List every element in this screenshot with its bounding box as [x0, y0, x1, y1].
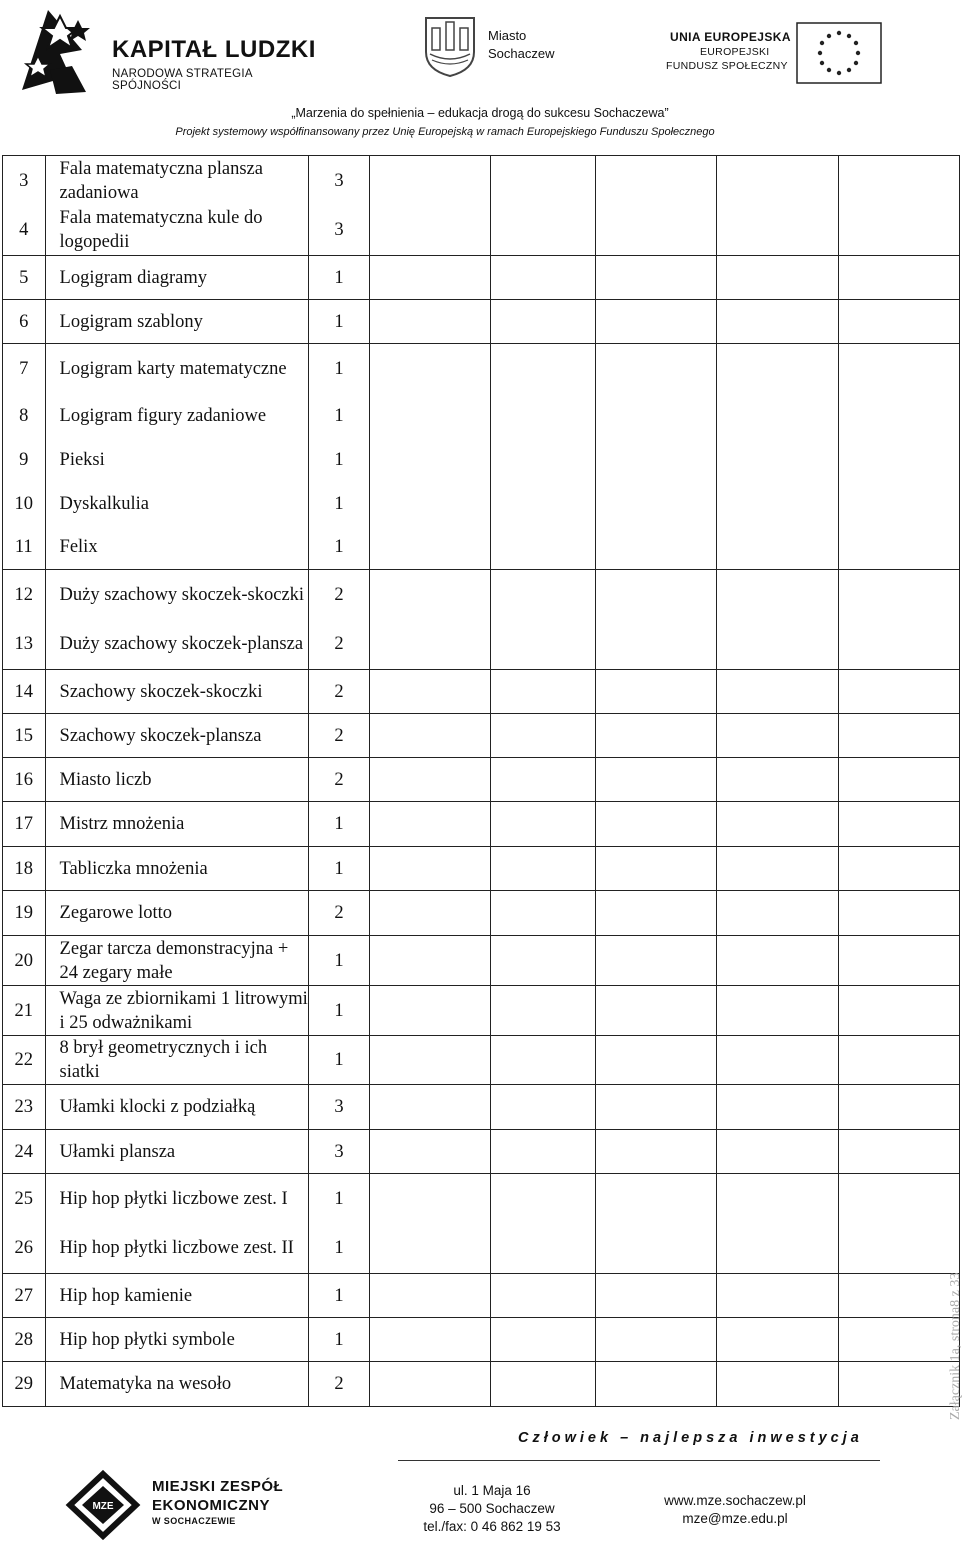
item-name: Felix — [45, 526, 309, 570]
table-row — [3, 847, 960, 891]
row-number: 19 — [3, 891, 46, 936]
item-quantity: 1 — [309, 526, 370, 570]
empty-cell — [369, 1174, 490, 1274]
empty-cell — [596, 300, 717, 344]
empty-cell — [491, 936, 596, 986]
empty-cell — [369, 758, 490, 802]
empty-cell — [369, 256, 490, 300]
empty-cell — [717, 1036, 838, 1085]
row-number: 5 — [3, 256, 46, 300]
row-number: 23 — [3, 1085, 46, 1130]
school-name-line2: EKONOMICZNY — [152, 1497, 270, 1514]
row-number: 17 — [3, 802, 46, 847]
empty-cell — [491, 570, 596, 670]
empty-cell — [838, 1274, 959, 1318]
empty-cell — [369, 1036, 490, 1085]
item-quantity: 1 — [309, 986, 370, 1036]
item-quantity: 1 — [309, 1036, 370, 1085]
item-quantity: 1 — [309, 394, 370, 438]
row-number: 3 — [3, 156, 46, 206]
empty-cell — [596, 156, 717, 256]
empty-cell — [717, 670, 838, 714]
table-row — [3, 758, 960, 802]
empty-cell — [838, 936, 959, 986]
item-name: Duży szachowy skoczek-skoczki — [45, 570, 309, 620]
empty-cell — [596, 936, 717, 986]
empty-cell — [491, 1036, 596, 1085]
row-number: 28 — [3, 1318, 46, 1362]
equipment-table — [2, 155, 960, 1407]
table-row — [3, 300, 960, 344]
school-email-link[interactable]: mze@mze.edu.pl — [682, 1511, 788, 1526]
item-name: Waga ze zbiornikami 1 litrowymi i 25 odważnikami — [45, 986, 309, 1036]
item-quantity: 2 — [309, 1362, 370, 1407]
row-number: 15 — [3, 714, 46, 758]
kapital-ludzki-subtitle: NARODOWA STRATEGIA SPÓJNOŚCI — [112, 68, 253, 92]
empty-cell — [369, 156, 490, 256]
empty-cell — [717, 986, 838, 1036]
school-name-line3: W SOCHACZEWIE — [152, 1516, 236, 1526]
address-city: 96 – 500 Sochaczew — [429, 1501, 555, 1516]
item-name: Matematyka na wesoło — [45, 1362, 309, 1407]
item-name: Fala matematyczna plansza zadaniowa — [45, 156, 309, 206]
city-name-line2: Sochaczew — [488, 46, 555, 61]
empty-cell — [838, 256, 959, 300]
empty-cell — [838, 714, 959, 758]
empty-cell — [596, 570, 717, 670]
school-emblem-icon — [68, 1472, 138, 1538]
empty-cell — [596, 670, 717, 714]
empty-cell — [838, 1318, 959, 1362]
empty-cell — [717, 300, 838, 344]
school-contact — [630, 1492, 840, 1528]
empty-cell — [596, 1036, 717, 1085]
row-number: 29 — [3, 1362, 46, 1407]
item-quantity: 1 — [309, 438, 370, 482]
table-row — [3, 986, 960, 1036]
eu-fund-line1: EUROPEJSKI — [700, 46, 770, 58]
table-row — [3, 1274, 960, 1318]
empty-cell — [369, 1085, 490, 1130]
item-name: 8 brył geometrycznych i ich siatki — [45, 1036, 309, 1085]
item-quantity: 3 — [309, 1085, 370, 1130]
empty-cell — [596, 758, 717, 802]
empty-cell — [491, 758, 596, 802]
empty-cell — [369, 1130, 490, 1174]
footer-divider — [398, 1460, 880, 1461]
row-number: 27 — [3, 1274, 46, 1318]
item-name: Fala matematyczna kule do logopedii — [45, 206, 309, 256]
item-quantity: 1 — [309, 1174, 370, 1224]
item-quantity: 3 — [309, 1130, 370, 1174]
empty-cell — [717, 570, 838, 670]
kapital-ludzki-star-icon — [12, 6, 102, 96]
empty-cell — [596, 802, 717, 847]
item-name: Logigram diagramy — [45, 256, 309, 300]
empty-cell — [717, 847, 838, 891]
row-number: 6 — [3, 300, 46, 344]
empty-cell — [491, 670, 596, 714]
item-quantity: 1 — [309, 1274, 370, 1318]
row-number: 11 — [3, 526, 46, 570]
kapital-ludzki-title: KAPITAŁ LUDZKI — [112, 36, 316, 63]
empty-cell — [491, 300, 596, 344]
empty-cell — [369, 1274, 490, 1318]
project-subtitle: Projekt systemowy współfinansowany przez Unię Europejską w ramach Europejskiego Funduszu Społecznego — [175, 126, 715, 138]
item-name: Dyskalkulia — [45, 482, 309, 526]
empty-cell — [369, 847, 490, 891]
empty-cell — [491, 1318, 596, 1362]
item-name: Hip hop płytki liczbowe zest. II — [45, 1224, 309, 1274]
item-quantity: 1 — [309, 802, 370, 847]
address-street: ul. 1 Maja 16 — [453, 1483, 531, 1498]
empty-cell — [838, 758, 959, 802]
empty-cell — [717, 156, 838, 256]
item-quantity: 3 — [309, 206, 370, 256]
item-name: Ułamki plansza — [45, 1130, 309, 1174]
item-name: Hip hop kamienie — [45, 1274, 309, 1318]
empty-cell — [838, 156, 959, 256]
empty-cell — [596, 1130, 717, 1174]
empty-cell — [491, 1362, 596, 1407]
table-row — [3, 891, 960, 936]
table-row — [3, 714, 960, 758]
empty-cell — [596, 1174, 717, 1274]
row-number: 25 — [3, 1174, 46, 1224]
item-quantity: 1 — [309, 482, 370, 526]
item-name: Pieksi — [45, 438, 309, 482]
item-name: Zegar tarcza demonstracyjna + 24 zegary małe — [45, 936, 309, 986]
item-name: Zegarowe lotto — [45, 891, 309, 936]
empty-cell — [369, 1318, 490, 1362]
item-name: Tabliczka mnożenia — [45, 847, 309, 891]
school-emblem-text: MZE — [92, 1501, 114, 1512]
table-row — [3, 1318, 960, 1362]
table-row — [3, 1174, 960, 1224]
item-quantity: 1 — [309, 344, 370, 394]
row-number: 18 — [3, 847, 46, 891]
table-row — [3, 1130, 960, 1174]
empty-cell — [369, 570, 490, 670]
empty-cell — [491, 986, 596, 1036]
empty-cell — [596, 1362, 717, 1407]
project-title: „Marzenia do spełnienia – edukacja drogą do sukcesu Sochaczewa” — [291, 106, 669, 120]
table-row — [3, 936, 960, 986]
item-name: Logigram szablony — [45, 300, 309, 344]
empty-cell — [369, 670, 490, 714]
school-website-link[interactable]: www.mze.sochaczew.pl — [664, 1493, 806, 1508]
empty-cell — [838, 570, 959, 670]
city-crest-icon — [422, 14, 478, 78]
item-quantity: 1 — [309, 847, 370, 891]
empty-cell — [491, 891, 596, 936]
empty-cell — [369, 344, 490, 570]
item-quantity: 2 — [309, 891, 370, 936]
table-row — [3, 344, 960, 394]
item-quantity: 3 — [309, 156, 370, 206]
row-number: 22 — [3, 1036, 46, 1085]
row-number: 21 — [3, 986, 46, 1036]
item-quantity: 2 — [309, 670, 370, 714]
empty-cell — [717, 1274, 838, 1318]
empty-cell — [596, 714, 717, 758]
eu-title: UNIA EUROPEJSKA — [670, 30, 791, 44]
empty-cell — [596, 344, 717, 570]
empty-cell — [838, 802, 959, 847]
empty-cell — [838, 344, 959, 570]
empty-cell — [717, 936, 838, 986]
item-name: Duży szachowy skoczek-plansza — [45, 620, 309, 670]
row-number: 4 — [3, 206, 46, 256]
city-name-line1: Miasto — [488, 28, 527, 43]
table-row — [3, 256, 960, 300]
empty-cell — [369, 300, 490, 344]
empty-cell — [717, 344, 838, 570]
address-phone: tel./fax: 0 46 862 19 53 — [423, 1519, 561, 1534]
empty-cell — [491, 156, 596, 256]
empty-cell — [491, 1174, 596, 1274]
empty-cell — [717, 1130, 838, 1174]
empty-cell — [369, 891, 490, 936]
item-name: Mistrz mnożenia — [45, 802, 309, 847]
empty-cell — [838, 1174, 959, 1274]
table-row — [3, 1085, 960, 1130]
row-number: 12 — [3, 570, 46, 620]
empty-cell — [717, 758, 838, 802]
empty-cell — [717, 891, 838, 936]
table-row — [3, 1036, 960, 1085]
empty-cell — [369, 714, 490, 758]
empty-cell — [717, 1085, 838, 1130]
empty-cell — [369, 1362, 490, 1407]
row-number: 20 — [3, 936, 46, 986]
empty-cell — [717, 714, 838, 758]
empty-cell — [596, 1085, 717, 1130]
item-name: Ułamki klocki z podziałką — [45, 1085, 309, 1130]
empty-cell — [838, 847, 959, 891]
table-row — [3, 570, 960, 620]
empty-cell — [838, 986, 959, 1036]
item-quantity: 1 — [309, 1224, 370, 1274]
table-row — [3, 670, 960, 714]
item-quantity: 2 — [309, 758, 370, 802]
footer-motto: Człowiek – najlepsza inwestycja — [518, 1430, 863, 1446]
table-row — [3, 802, 960, 847]
eu-flag-icon — [796, 22, 882, 84]
item-name: Szachowy skoczek-plansza — [45, 714, 309, 758]
empty-cell — [491, 802, 596, 847]
row-number: 7 — [3, 344, 46, 394]
kapital-ludzki-logo — [12, 6, 322, 96]
item-name: Logigram karty matematyczne — [45, 344, 309, 394]
empty-cell — [596, 1274, 717, 1318]
school-logo — [68, 1472, 328, 1538]
attachment-page-note: Załącznik 1a, strona8 z 33 — [948, 1272, 963, 1420]
row-number: 16 — [3, 758, 46, 802]
school-address — [392, 1482, 592, 1536]
empty-cell — [491, 1274, 596, 1318]
item-name: Hip hop płytki liczbowe zest. I — [45, 1174, 309, 1224]
empty-cell — [838, 1130, 959, 1174]
empty-cell — [596, 1318, 717, 1362]
item-quantity: 1 — [309, 936, 370, 986]
item-quantity: 1 — [309, 256, 370, 300]
empty-cell — [596, 891, 717, 936]
empty-cell — [491, 256, 596, 300]
item-name: Hip hop płytki symbole — [45, 1318, 309, 1362]
empty-cell — [369, 802, 490, 847]
school-name-line1: MIEJSKI ZESPÓŁ — [152, 1478, 284, 1495]
eu-logo — [660, 18, 890, 88]
empty-cell — [717, 1362, 838, 1407]
empty-cell — [717, 256, 838, 300]
empty-cell — [491, 1130, 596, 1174]
empty-cell — [838, 300, 959, 344]
empty-cell — [596, 986, 717, 1036]
item-name: Szachowy skoczek-skoczki — [45, 670, 309, 714]
item-quantity: 2 — [309, 714, 370, 758]
empty-cell — [491, 847, 596, 891]
empty-cell — [369, 936, 490, 986]
empty-cell — [838, 891, 959, 936]
table-row — [3, 156, 960, 206]
row-number: 13 — [3, 620, 46, 670]
row-number: 8 — [3, 394, 46, 438]
table-row — [3, 1362, 960, 1407]
empty-cell — [491, 344, 596, 570]
eu-fund-line2: FUNDUSZ SPOŁECZNY — [666, 60, 788, 72]
empty-cell — [596, 256, 717, 300]
empty-cell — [491, 1085, 596, 1130]
item-quantity: 2 — [309, 570, 370, 620]
page-header — [0, 0, 960, 150]
empty-cell — [717, 1318, 838, 1362]
item-name: Logigram figury zadaniowe — [45, 394, 309, 438]
row-number: 14 — [3, 670, 46, 714]
empty-cell — [838, 670, 959, 714]
empty-cell — [717, 1174, 838, 1274]
row-number: 26 — [3, 1224, 46, 1274]
item-name: Miasto liczb — [45, 758, 309, 802]
empty-cell — [596, 847, 717, 891]
row-number: 9 — [3, 438, 46, 482]
city-logo — [422, 14, 572, 84]
empty-cell — [838, 1085, 959, 1130]
item-quantity: 1 — [309, 1318, 370, 1362]
empty-cell — [717, 802, 838, 847]
empty-cell — [838, 1036, 959, 1085]
row-number: 24 — [3, 1130, 46, 1174]
row-number: 10 — [3, 482, 46, 526]
item-quantity: 1 — [309, 300, 370, 344]
empty-cell — [838, 1362, 959, 1407]
empty-cell — [491, 714, 596, 758]
empty-cell — [369, 986, 490, 1036]
item-quantity: 2 — [309, 620, 370, 670]
